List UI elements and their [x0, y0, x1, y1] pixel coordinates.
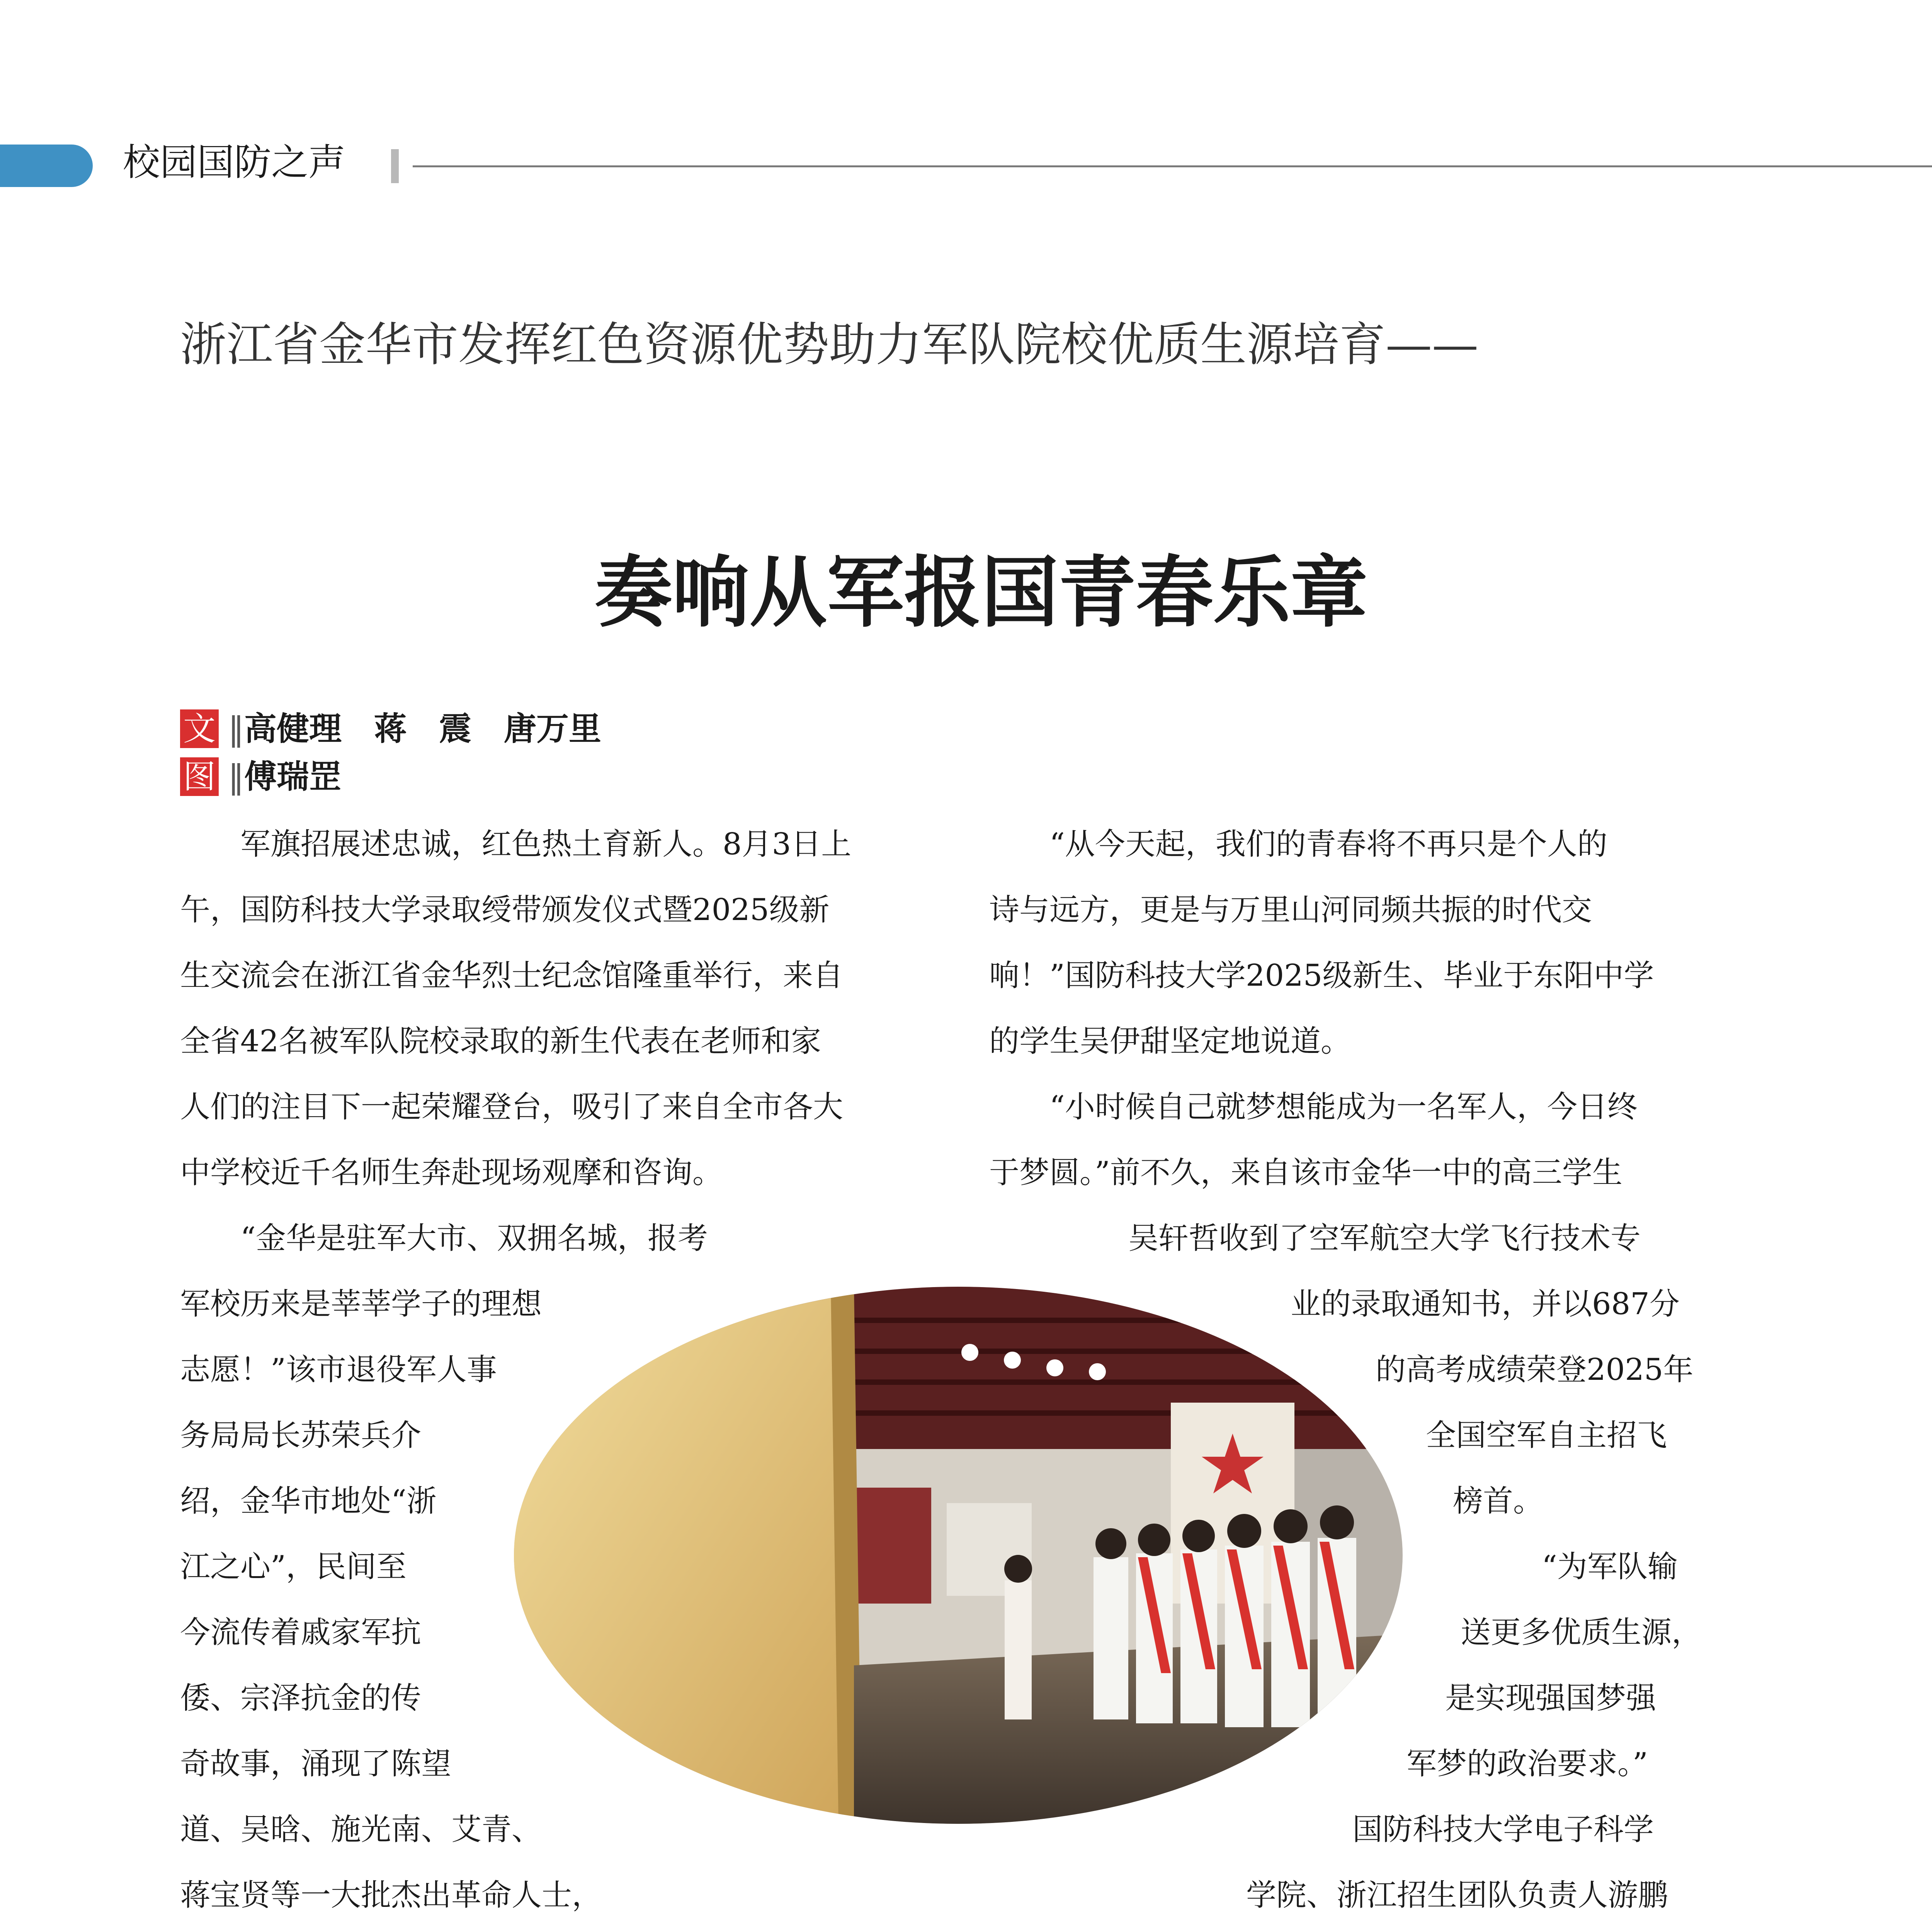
body-line: 业的录取通知书，并以687分 — [1291, 1287, 1680, 1321]
photo-credit-tag: 图 — [180, 757, 219, 796]
body-line: 奇故事，涌现了陈望 — [180, 1747, 452, 1781]
body-line: 是实现强国梦强 — [1445, 1681, 1656, 1716]
section-tab-marker — [0, 145, 93, 187]
body-line: 榜首。 — [1453, 1484, 1544, 1519]
article-title: 奏响从军报国青春乐章 — [595, 548, 1368, 638]
text-authors: 高健理 蒋 震 唐万里 — [244, 710, 602, 748]
body-line: 军梦的政治要求。” — [1406, 1747, 1648, 1781]
text-credit — [228, 707, 601, 750]
body-line: 的高考成绩荣登2025年 — [1376, 1352, 1694, 1387]
body-line: 倭、宗泽抗金的传 — [180, 1681, 422, 1716]
body-line: “小时候自己就梦想能成为一名军人，今日终 — [989, 1090, 1638, 1124]
body-line: 全省42名被军队院校录取的新生代表在老师和家 — [180, 1024, 821, 1059]
body-line: 响！”国防科技大学2025级新生、毕业于东阳中学 — [989, 958, 1654, 993]
header-rule — [413, 165, 1932, 167]
photo-author: 傅瑞罡 — [244, 758, 342, 796]
article-subtitle: 浙江省金华市发挥红色资源优势助力军队院校优质生源培育—— — [180, 318, 1478, 372]
section-divider — [391, 149, 399, 183]
article-photo — [514, 1287, 1403, 1824]
body-line: “金华是驻军大市、双拥名城，报考 — [180, 1221, 708, 1256]
body-line: 务局局长苏荣兵介 — [180, 1418, 422, 1453]
body-line: 生交流会在浙江省金华烈士纪念馆隆重举行，来自 — [180, 958, 844, 993]
body-line: 诗与远方，更是与万里山河同频共振的时代交 — [989, 893, 1592, 927]
body-line: 学院、浙江招生团队负责人游鹏 — [1246, 1878, 1668, 1913]
body-line: 中学校近千名师生奔赴现场观摩和咨询。 — [180, 1155, 723, 1190]
body-line: 于梦圆。”前不久，来自该市金华一中的高三学生 — [989, 1155, 1622, 1190]
body-line: 午，国防科技大学录取绶带颁发仪式暨2025级新 — [180, 893, 830, 927]
body-line: 送更多优质生源， — [1461, 1615, 1702, 1650]
byline-separator: ‖ — [228, 758, 244, 796]
section-title: 校园国防之声 — [123, 141, 345, 184]
body-line: 的学生吴伊甜坚定地说道。 — [989, 1024, 1351, 1059]
text-credit-tag: 文 — [180, 709, 219, 748]
byline-separator: ‖ — [228, 710, 244, 748]
body-line: 绍，金华市地处“浙 — [180, 1484, 437, 1519]
body-line: 蒋宝贤等一大批杰出革命人士， — [180, 1878, 602, 1913]
body-line: 吴轩哲收到了空军航空大学飞行技术专 — [1128, 1221, 1641, 1256]
body-line: 国防科技大学电子科学 — [1352, 1812, 1654, 1847]
body-line: 人们的注目下一起荣耀登台，吸引了来自全市各大 — [180, 1090, 844, 1124]
body-line: “从今天起，我们的青春将不再只是个人的 — [989, 827, 1607, 862]
body-line: 军旗招展述忠诚，红色热土育新人。8月3日上 — [180, 827, 852, 862]
body-line: 江之心”，民间至 — [180, 1549, 406, 1584]
body-line: 道、吴晗、施光南、艾青、 — [180, 1812, 542, 1847]
body-line: 今流传着戚家军抗 — [180, 1615, 422, 1650]
body-line: 全国空军自主招飞 — [1426, 1418, 1667, 1453]
body-line: “为军队输 — [1542, 1549, 1678, 1584]
body-line: 军校历来是莘莘学子的理想 — [180, 1287, 542, 1321]
body-line: 志愿！”该市退役军人事 — [180, 1352, 497, 1387]
photo-credit — [228, 755, 342, 798]
